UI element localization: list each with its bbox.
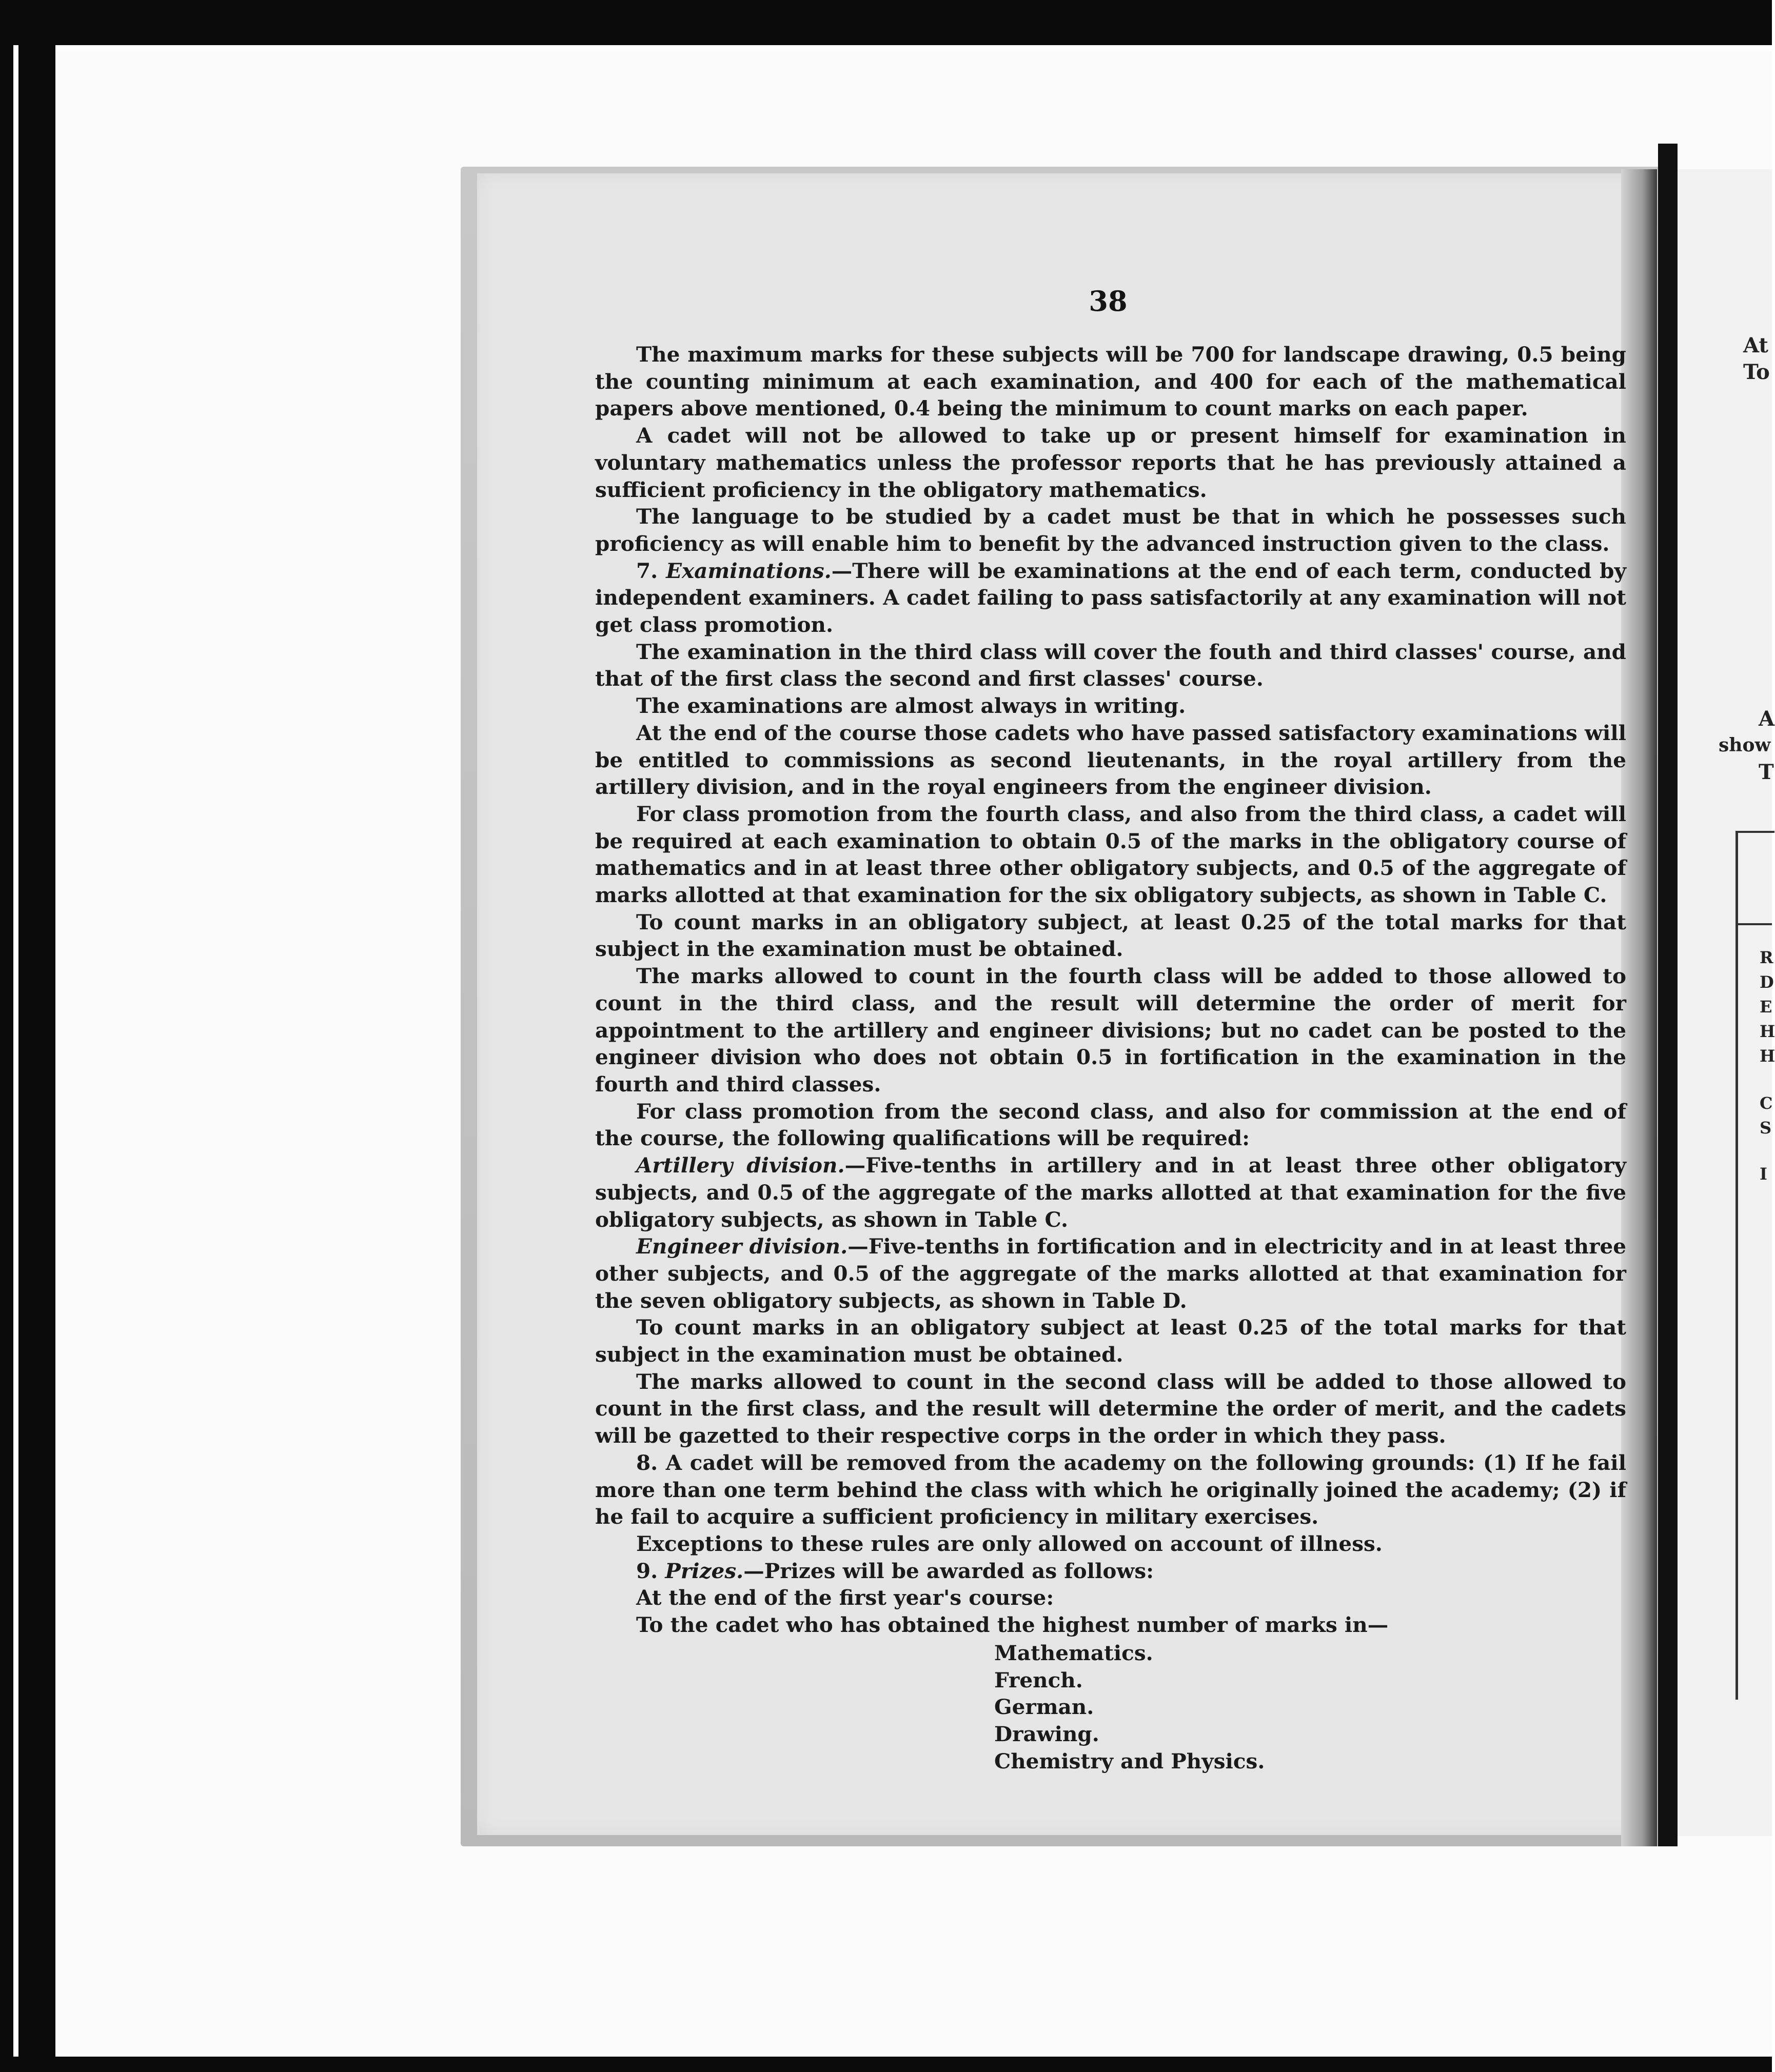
paragraph: The marks allowed to count in the second class will be added to those allowed to count in the first class, and the result will determine the order of merit, and the cadets will be gazetted to their respective corps in the order in which they pass.: [595, 1369, 1626, 1448]
facing-page-fragment: S: [1760, 1118, 1772, 1138]
paragraph: The language to be studied by a cadet must be that in which he possesses such proficiency as will enable him to benefit by the advanced instruction given to the class.: [595, 504, 1626, 556]
subsection-text: —Five-tenths in fortification and in electricity and in at least three other subjects, and 0.5 of the aggregate of the marks allotted at that examination for the seven obligatory subjects, as shown in Table D.: [595, 1234, 1626, 1313]
scan-border-left-inner: [18, 45, 55, 2057]
list-item: French.: [994, 1667, 1083, 1692]
scan-border-bottom: [0, 2057, 1772, 2072]
paragraph: To count marks in an obligatory subject at least 0.25 of the total marks for that subject in the examination must be obtained.: [595, 1315, 1626, 1367]
book-gutter: [1658, 144, 1678, 1846]
section-7: [595, 557, 1626, 639]
paragraph: To the cadet who has obtained the highest number of marks in—: [636, 1612, 1389, 1638]
paragraph: For class promotion from the fourth class, and also from the third class, a cadet will be required at each examination to obtain 0.5 of the marks in the obligatory course of mathematics and in at least three other obligatory subjects, and 0.5 of the aggregate of marks allotted at that examination for the six obligatory subjects, as shown in Table C.: [595, 801, 1626, 908]
paragraph: For class promotion from the second class, and also for commission at the end of the course, the following qualifications will be required:: [595, 1099, 1626, 1151]
section-number: 9.: [636, 1558, 658, 1583]
section-text: —There will be examinations at the end of each term, conducted by independent examiners. A cadet failing to pass satisfactorily at any examination will not get class promotion.: [595, 558, 1626, 637]
section-text: —Prizes will be awarded as follows:: [743, 1558, 1154, 1583]
facing-page-fragment: E: [1760, 997, 1772, 1017]
list-item: Mathematics.: [994, 1641, 1153, 1665]
artillery-division: [595, 1152, 1626, 1233]
section-9: [595, 1558, 1626, 1585]
subsection-heading: Artillery division.: [636, 1153, 845, 1178]
paragraph: To count marks in an obligatory subject, at least 0.25 of the total marks for that subject in the examination must be obtained.: [595, 909, 1626, 962]
facing-page-fragment: C: [1760, 1093, 1773, 1113]
list-item: Drawing.: [994, 1722, 1099, 1747]
facing-page-table-rule: [1735, 923, 1772, 925]
section-heading: Examinations.: [666, 558, 832, 583]
page-edge: [1621, 169, 1657, 1846]
paragraph: At the end of the first year's course:: [636, 1585, 1054, 1610]
paragraph: The examination in the third class will cover the fouth and third classes' course, and that of the first class the second and first classes' course.: [595, 639, 1626, 691]
subsection-heading: Engineer division.: [636, 1234, 848, 1259]
facing-page-fragment: D: [1760, 972, 1774, 992]
facing-page-fragment: R: [1760, 948, 1773, 967]
paragraph: The marks allowed to count in the fourth class will be added to those allowed to count in the third class, and the result will determine the order of merit for appointment to the artillery and engineer divisions; but no cadet can be posted to the engineer division who does not obtain 0.5 in fortification in the examination in the fourth and third classes.: [595, 964, 1626, 1097]
subsection-text: —Five-tenths in artillery and in at least three other obligatory subjects, and 0.5 of the aggregate of the marks allotted at that examination for the five obligatory subjects, as shown in Table C.: [595, 1153, 1626, 1232]
page-number: 38: [1089, 285, 1128, 317]
facing-page-fragment: To: [1743, 360, 1770, 384]
list-item: German.: [994, 1695, 1094, 1720]
section-heading: Prizes.: [665, 1558, 744, 1583]
paragraph: 8. A cadet will be removed from the academy on the following grounds: (1) If he fail more than one term behind the class with which he originally joined the academy; (2) if he fail to acquire a sufficient proficiency in military exercises.: [595, 1450, 1626, 1529]
scan-border-left: [0, 0, 13, 2072]
facing-page-fragment: At: [1743, 333, 1768, 357]
facing-page-fragment: H: [1760, 1046, 1775, 1066]
body-text: [595, 341, 1626, 1639]
scan-border-top: [0, 0, 1772, 45]
section-number: 7.: [636, 558, 658, 583]
paragraph: The examinations are almost always in writing.: [636, 693, 1186, 719]
facing-page-fragment: H: [1760, 1022, 1775, 1041]
facing-page-fragment: T: [1759, 760, 1774, 784]
engineer-division: [595, 1233, 1626, 1314]
facing-page-fragment: show: [1719, 734, 1771, 756]
facing-page-fragment: I: [1760, 1164, 1767, 1184]
paragraph: A cadet will not be allowed to take up or present himself for examination in voluntary mathematics unless the professor reports that he has previously attained a sufficient proficiency in the obligatory mathematics.: [595, 423, 1626, 502]
paragraph: At the end of the course those cadets who have passed satisfactory examinations will be entitled to commissions as second lieutenants, in the royal artillery from the artillery division, and in the royal engineers from the engineer division.: [595, 720, 1626, 800]
prize-subject-list: [994, 1640, 1265, 1775]
paragraph: Exceptions to these rules are only allowed on account of illness.: [636, 1531, 1383, 1556]
paragraph: The maximum marks for these subjects will be 700 for landscape drawing, 0.5 being the counting minimum at each examination, and 400 for each of the mathematical papers above mentioned, 0.4 being the minimum to count marks on each paper.: [595, 342, 1626, 421]
facing-page-fragment: A: [1759, 707, 1775, 731]
list-item: Chemistry and Physics.: [994, 1748, 1265, 1774]
